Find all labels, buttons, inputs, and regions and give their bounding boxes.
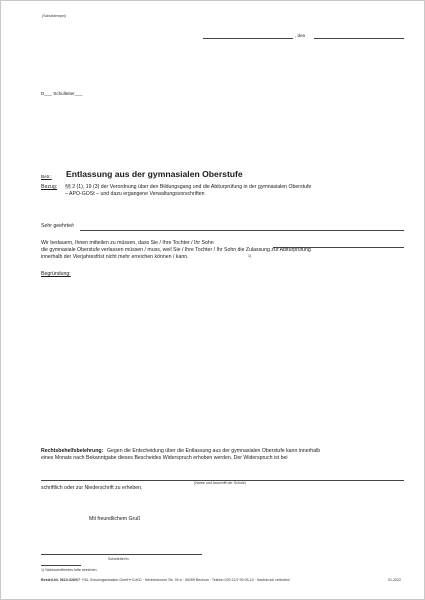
main-paragraph-line-2: die gymnasiale Oberstufe verlassen müssen / muss, weil Sie / Ihre Tochter / Ihr Sohn die Zulassung zur Abiturprüfung <box>41 247 311 253</box>
school-stamp-label: (Schulstempel) <box>42 14 66 18</box>
date-den-label: , den <box>295 33 306 38</box>
subject-prefix: Betr.: <box>41 174 52 179</box>
legal-notice-line-2: eines Monats nach Bekanntgabe dieses Bescheides Widerspruch erhoben werden. Der Widerspruch ist bei <box>41 455 288 461</box>
reference-line-1: §§ 2 (1), 19 (3) der Verordnung über den Bildungsgang und die Abiturprüfung in der gymnasialen Oberstufe <box>65 184 312 190</box>
main-paragraph-line-3: innerhalb der Vierjahresfrist nicht mehr erreichen können / kann. <box>41 254 189 260</box>
footer-date: 01.2022 <box>388 578 401 582</box>
reference-prefix: Bezug: <box>41 184 58 190</box>
school-address-caption: (Name und Anschrift der Schule) <box>194 481 246 485</box>
legal-notice-line-3: schriftlich oder zur Niederschrift zu erheben. <box>41 485 143 491</box>
recipient-line: D___ Schulleiter___ <box>41 91 83 96</box>
salutation-name-line <box>80 230 404 231</box>
closing-greeting: Mit freundlichem Gruß <box>89 516 141 522</box>
footnote-text: 1) Nichtzutreffendes bitte streichen. <box>41 568 98 572</box>
salutation: Sehr geehrte/r <box>41 223 75 229</box>
reference-line-2: – APO-GOSt – und dazu ergangene Verwaltungsvorschriften <box>65 191 205 197</box>
footnote-mark: 1) <box>248 254 252 258</box>
place-line <box>203 38 293 39</box>
legal-notice-heading: Rechtsbehelfsbelehrung: <box>41 448 104 454</box>
signature-line <box>41 554 202 555</box>
footnote-divider <box>41 565 81 566</box>
reasoning-label: Begründung: <box>41 271 71 277</box>
subject-title: Entlassung aus der gymnasialen Oberstufe <box>66 169 243 179</box>
footer-order-number: Bestell-Nr. 0610-0260/7 <box>41 578 80 582</box>
main-paragraph-line-1: Wir bedauern, Ihnen mitteilen zu müssen, dass Sie / Ihre Tochter / Ihr Sohn <box>41 240 214 246</box>
footer-publisher: · P&L Schulorganisation GmbH+CoKG · Neubeckumer Str. 39 a · 59269 Beckum · Telefon 025 21/2 99 05-10 · Nachdruck verboten! <box>80 578 291 582</box>
legal-notice-line-1: Gegen die Entscheidung über die Entlassung aus der gymnasialen Oberstufe kann innerhalb <box>107 448 321 454</box>
date-line <box>314 38 404 39</box>
signature-caption: Schulleiter/in <box>108 557 129 561</box>
